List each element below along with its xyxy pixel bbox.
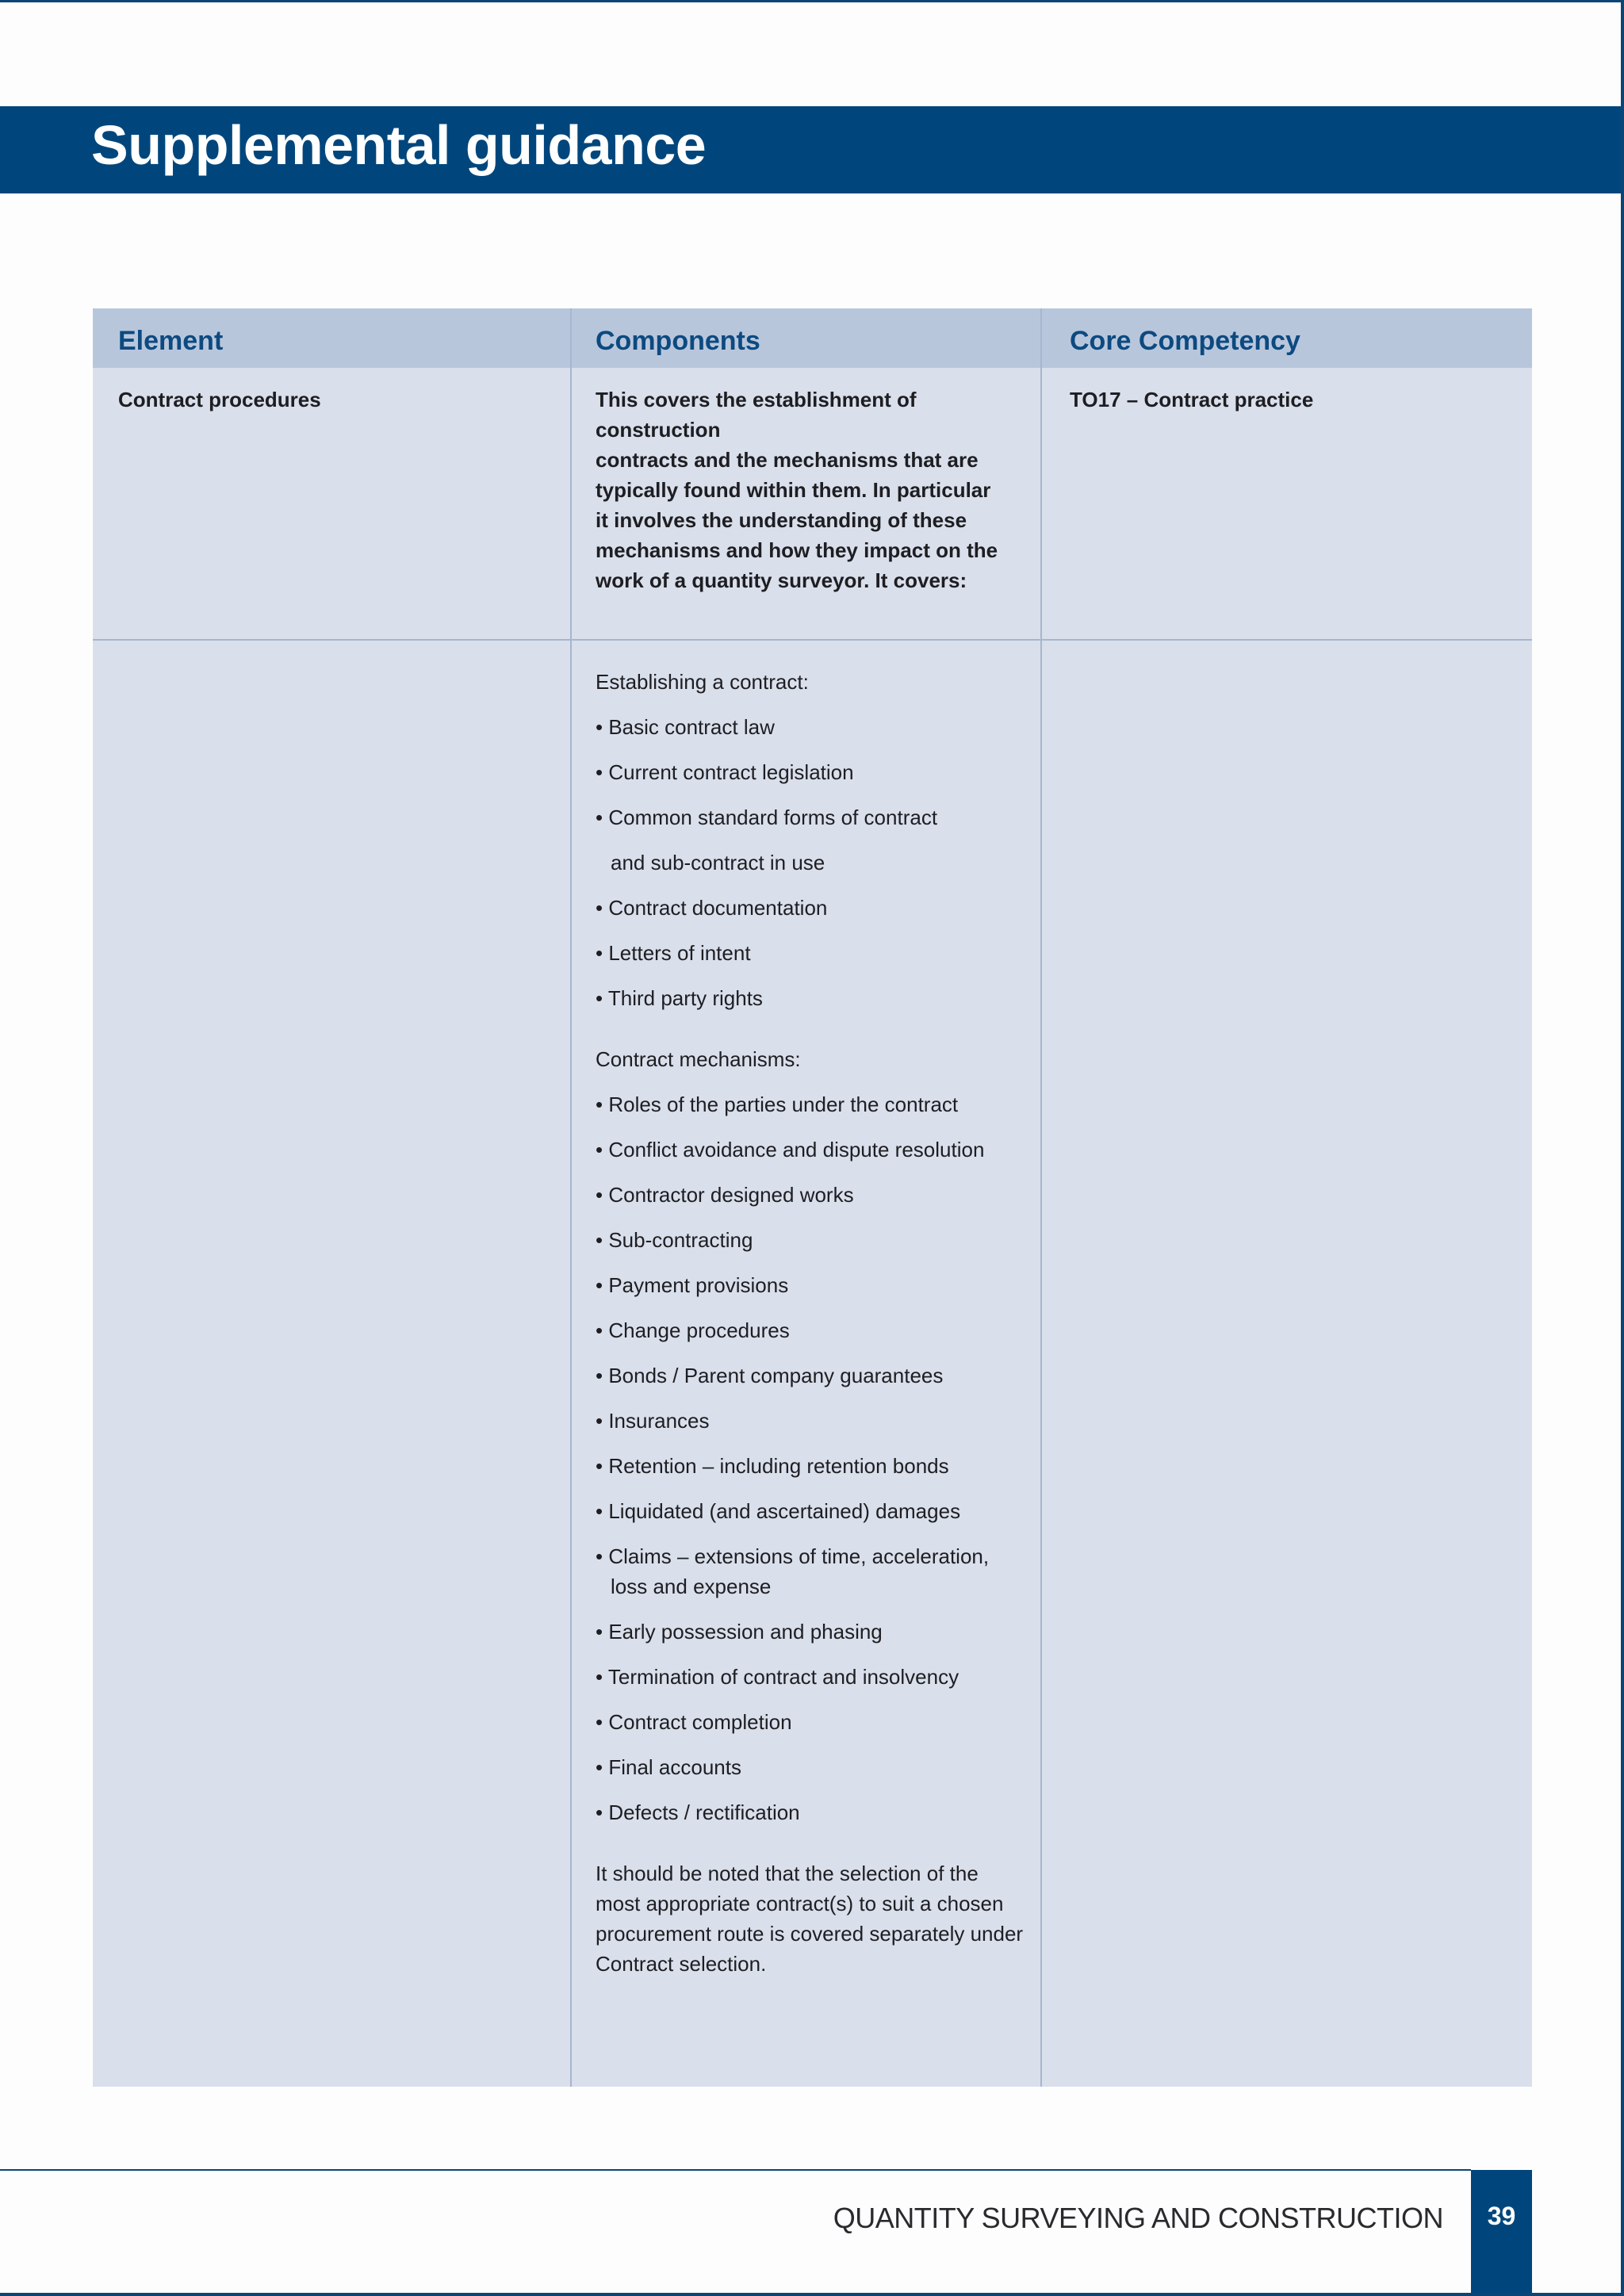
page-border-top — [0, 0, 1624, 2]
column-divider-1 — [570, 308, 572, 2087]
list-item: • Bonds / Parent company guarantees — [596, 1364, 944, 1387]
list-item: • Contract completion — [596, 1710, 792, 1734]
components-intro-line: contracts and the mechanisms that are — [596, 448, 979, 472]
guidance-table — [93, 308, 1532, 2087]
list-item: • Early possession and phasing — [596, 1620, 883, 1644]
table-header-row — [93, 308, 1532, 368]
page-border-right — [1621, 0, 1624, 2296]
list-item: • Claims – extensions of time, acceleration, — [596, 1544, 990, 1568]
page-number: 39 — [1487, 2202, 1516, 2230]
list-item: • Letters of intent — [596, 941, 751, 965]
list-item: • Third party rights — [596, 986, 763, 1010]
note-line: Contract selection. — [596, 1952, 767, 1976]
components-intro-line: This covers the establishment of construction — [596, 388, 917, 442]
list-item-continuation: loss and expense — [611, 1575, 772, 1598]
column-divider-2 — [1040, 308, 1042, 2087]
note-line: most appropriate contract(s) to suit a chosen — [596, 1892, 1004, 1915]
list-item: • Current contract legislation — [596, 760, 854, 784]
page-border-bottom — [0, 2293, 1624, 2296]
mechanisms-heading: Contract mechanisms: — [596, 1047, 801, 1071]
element-cell: Contract procedures — [118, 388, 321, 411]
list-item: • Roles of the parties under the contract — [596, 1093, 959, 1116]
list-item-continuation: and sub-contract in use — [611, 851, 825, 874]
components-intro-line: work of a quantity surveyor. It covers: — [596, 568, 967, 592]
core-competency-cell: TO17 – Contract practice — [1070, 388, 1314, 411]
column-header-core-competency: Core Competency — [1070, 326, 1300, 356]
list-item: • Basic contract law — [596, 715, 775, 739]
list-item: • Sub-contracting — [596, 1228, 753, 1252]
page-number-box — [1471, 2170, 1532, 2293]
components-intro-line: it involves the understanding of these — [596, 508, 967, 532]
footer-rule — [0, 2169, 1471, 2171]
list-item: • Change procedures — [596, 1318, 790, 1342]
selection-note — [596, 1858, 1040, 1979]
components-intro — [596, 385, 1040, 595]
row-divider — [93, 639, 1532, 641]
page-title: Supplemental guidance — [91, 114, 707, 176]
components-intro-line: mechanisms and how they impact on the — [596, 538, 998, 562]
column-header-components: Components — [596, 326, 760, 356]
list-item: • Defects / rectification — [596, 1800, 800, 1824]
list-item: • Common standard forms of contract — [596, 806, 938, 829]
column-header-element: Element — [118, 326, 224, 356]
note-line: procurement route is covered separately under — [596, 1922, 1024, 1946]
footer-title: QUANTITY SURVEYING AND CONSTRUCTION — [833, 2202, 1443, 2234]
list-item: • Payment provisions — [596, 1273, 789, 1297]
list-item: • Liquidated (and ascertained) damages — [596, 1499, 961, 1523]
list-item: • Termination of contract and insolvency — [596, 1665, 959, 1689]
establishing-heading: Establishing a contract: — [596, 670, 809, 694]
list-item: • Final accounts — [596, 1755, 741, 1779]
components-intro-line: typically found within them. In particular — [596, 478, 991, 502]
list-item: • Contract documentation — [596, 896, 828, 920]
note-line: It should be noted that the selection of the — [596, 1862, 979, 1885]
list-item: • Insurances — [596, 1409, 710, 1433]
list-item: • Retention – including retention bonds — [596, 1454, 949, 1478]
header-band — [0, 106, 1621, 193]
list-item: • Contractor designed works — [596, 1183, 854, 1207]
list-item: • Conflict avoidance and dispute resolution — [596, 1138, 985, 1161]
